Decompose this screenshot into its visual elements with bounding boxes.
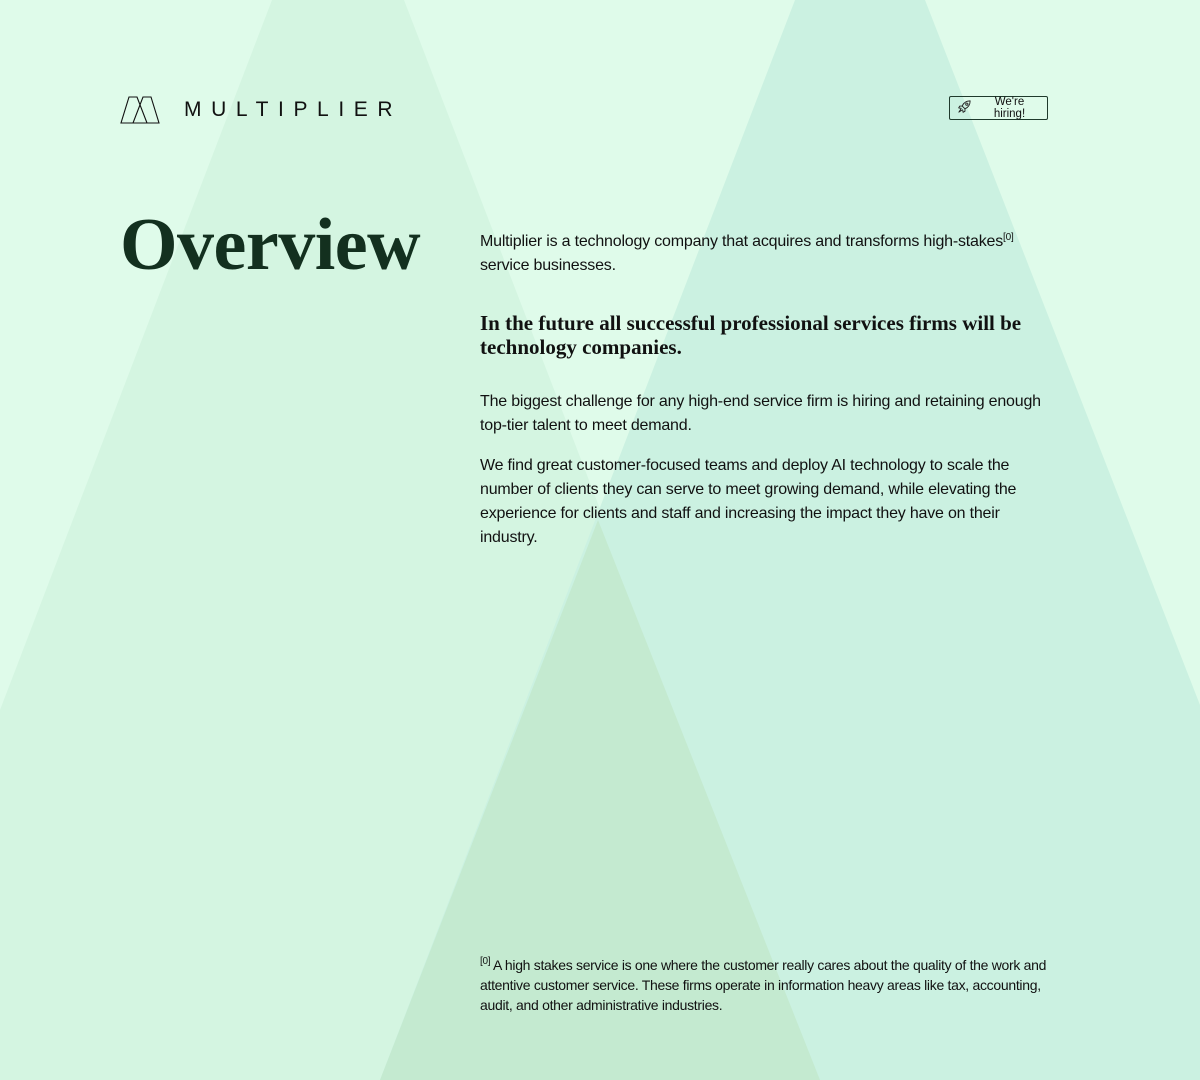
hiring-button-label: We're hiring! — [993, 96, 1026, 120]
footnote — [480, 955, 1050, 1015]
brand-logo[interactable] — [120, 96, 402, 124]
intro-text: Multiplier is a technology company that acquires and transforms high-stakes — [480, 233, 1004, 250]
pull-quote: In the future all successful professional services firms will be technology companies. — [480, 311, 1022, 359]
footnote-reference[interactable]: [0] — [1003, 232, 1014, 243]
intro-text-end: service businesses. — [480, 257, 616, 274]
hiring-button[interactable] — [949, 96, 1048, 120]
footnote-marker: [0] — [480, 956, 491, 967]
intro-paragraph — [480, 230, 1050, 278]
body-paragraph-1: The biggest challenge for any high-end service firm is hiring and retaining enough top-tier talent to meet demand. — [480, 393, 1041, 434]
brand-name: MULTIPLIER — [184, 98, 403, 121]
rocket-icon — [957, 99, 978, 117]
body-paragraph-2: We find great customer-focused teams and deploy AI technology to scale the number of clients they can serve to meet growing demand, while elevating the experience for clients and staff and increasing the impact they have on their industry. — [480, 457, 1017, 546]
footnote-text: A high stakes service is one where the customer really cares about the quality of the work and attentive customer service. These firms operate in information heavy areas like tax, accounting, audit, and other administrative industries. — [480, 957, 1047, 1013]
multiplier-m-logo-icon — [120, 96, 160, 124]
page-title: Overview — [120, 204, 421, 286]
